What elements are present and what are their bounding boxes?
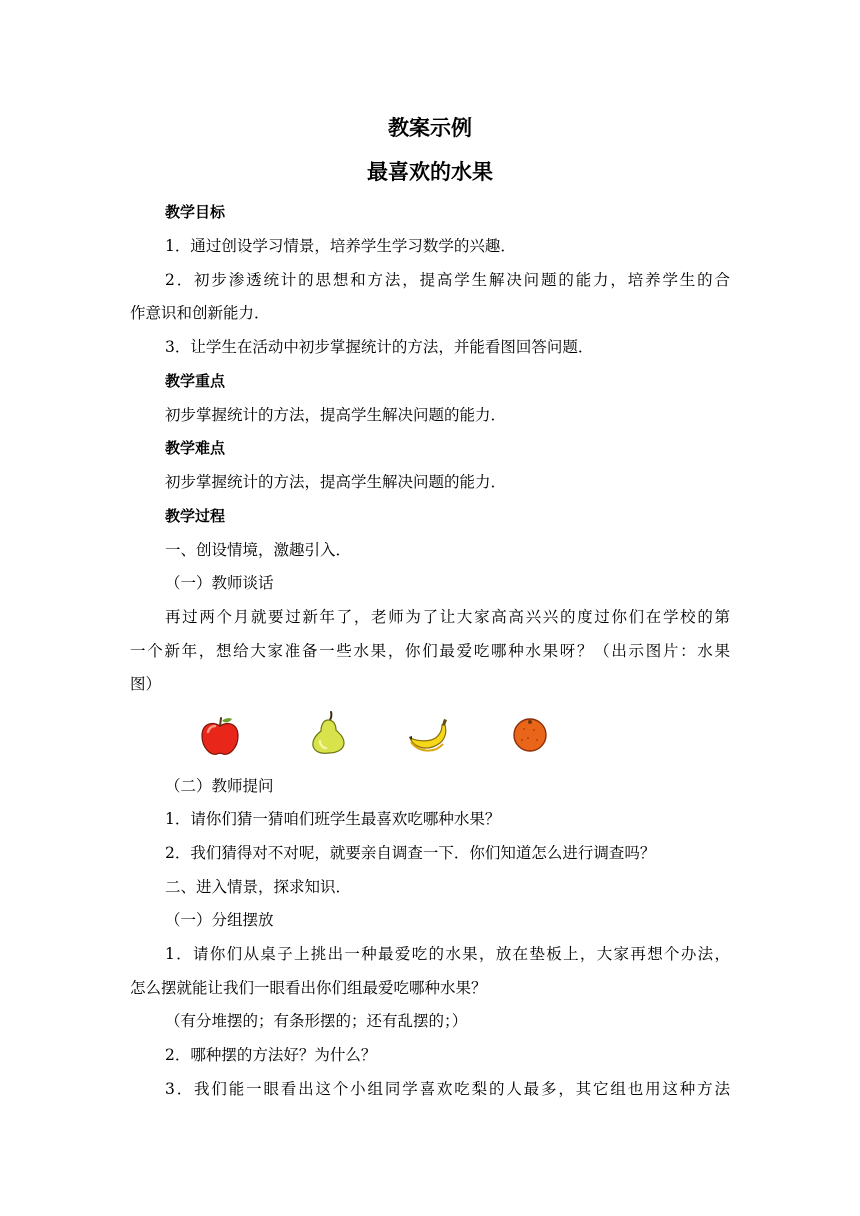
objective-2-line-2: 作意识和创新能力． <box>130 304 270 322</box>
step-1-note: （有分堆摆的；有条形摆的；还有乱摆的；） <box>165 1012 468 1030</box>
section-1-heading: 一、创设情境，激趣引入． <box>165 541 352 559</box>
talk-line-3: 图） <box>130 675 162 693</box>
step-3: 3．我们能一眼看出这个小组同学喜欢吃梨的人最多，其它组也用这种方法 <box>165 1080 730 1098</box>
question-1: 1．请你们猜一猜咱们班学生最喜欢吃哪种水果？ <box>165 810 501 828</box>
orange-icon <box>506 710 554 758</box>
objectives-heading: 教学目标 <box>165 203 226 221</box>
document-title: 教案示例 <box>388 116 472 140</box>
banana-icon <box>404 712 452 760</box>
apple-icon <box>196 712 244 760</box>
subsection-teacher-talk: （一）教师谈话 <box>165 574 274 592</box>
pear-icon <box>304 708 352 756</box>
step-1-line-1: 1．请你们从桌子上挑出一种最爱吃的水果，放在垫板上，大家再想个办法， <box>165 945 730 963</box>
difficult-points-heading: 教学难点 <box>165 439 226 457</box>
key-points-text: 初步掌握统计的方法，提高学生解决问题的能力． <box>165 406 507 424</box>
objective-2-line-1: 2．初步渗透统计的思想和方法，提高学生解决问题的能力，培养学生的合 <box>165 271 730 289</box>
objective-1: 1．通过创设学习情景，培养学生学习数学的兴趣． <box>165 237 516 255</box>
talk-line-2: 一个新年，想给大家准备一些水果，你们最爱吃哪种水果呀？（出示图片：水果 <box>130 642 730 660</box>
talk-line-1: 再过两个月就要过新年了，老师为了让大家高高兴兴的度过你们在学校的第 <box>165 608 730 626</box>
lesson-title: 最喜欢的水果 <box>367 160 493 184</box>
subsection-teacher-questions: （二）教师提问 <box>165 777 274 795</box>
key-points-heading: 教学重点 <box>165 372 226 390</box>
step-1-line-2: 怎么摆就能让我们一眼看出你们组最爱吃哪种水果？ <box>130 979 487 997</box>
process-heading: 教学过程 <box>165 507 226 525</box>
objective-3: 3．让学生在活动中初步掌握统计的方法，并能看图回答问题． <box>165 338 594 356</box>
difficult-points-text: 初步掌握统计的方法，提高学生解决问题的能力． <box>165 473 507 491</box>
question-2: 2．我们猜得对不对呢，就要亲自调查一下．你们知道怎么进行调查吗？ <box>165 844 656 862</box>
subsection-group-arrange: （一）分组摆放 <box>165 911 274 929</box>
step-2: 2．哪种摆的方法好？为什么？ <box>165 1046 377 1064</box>
section-2-heading: 二、进入情景，探求知识． <box>165 878 352 896</box>
